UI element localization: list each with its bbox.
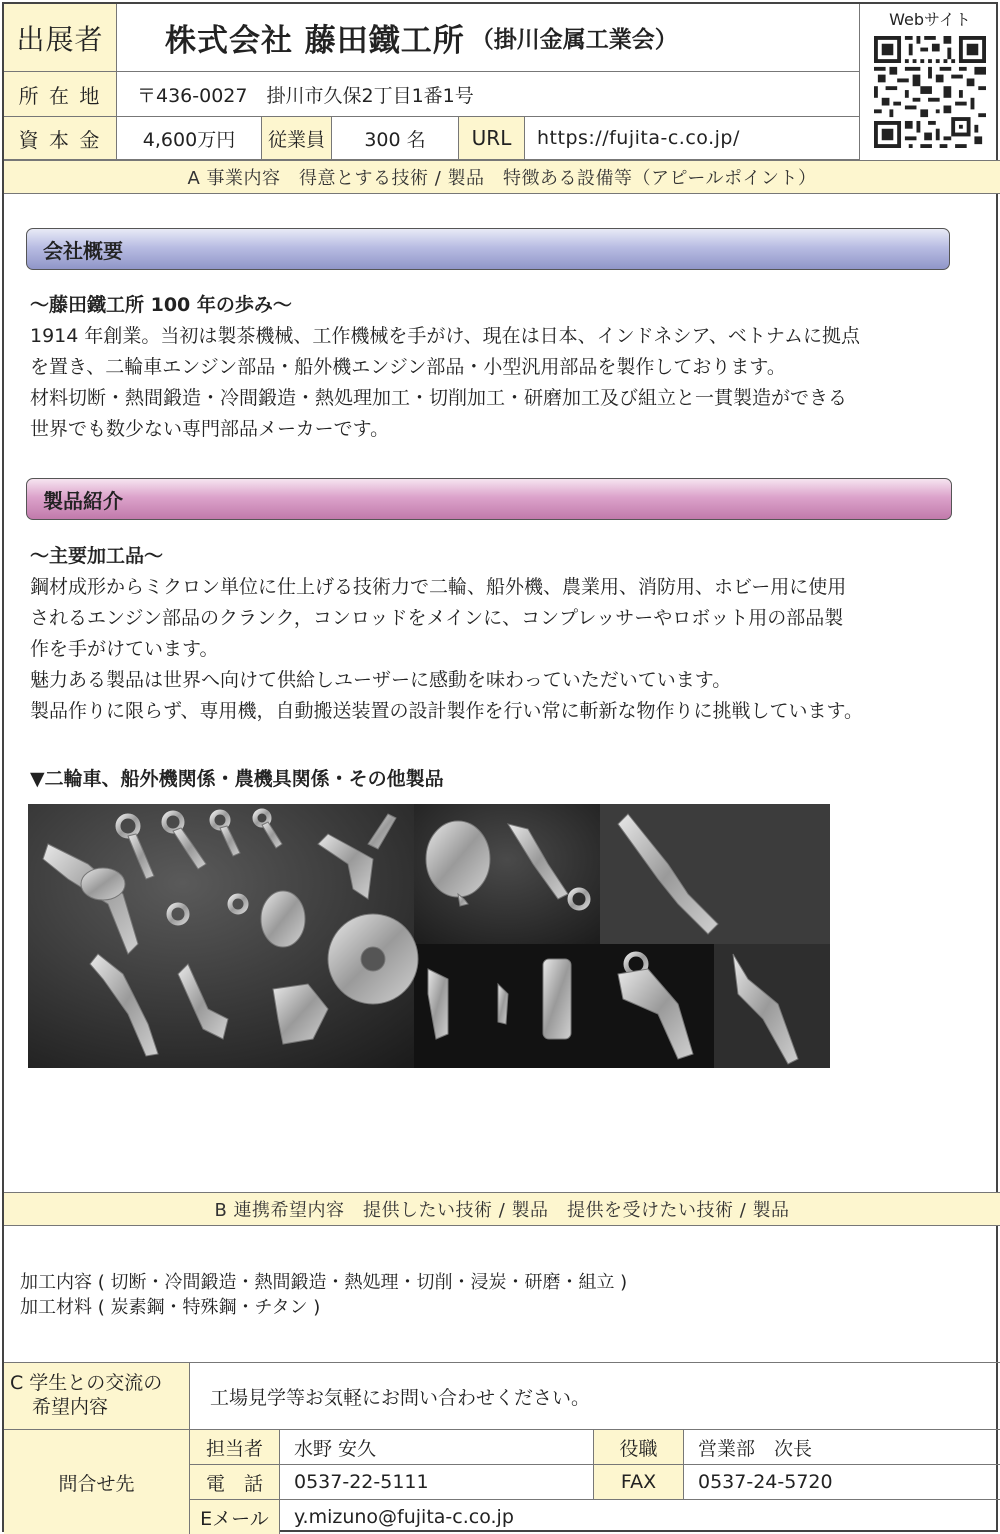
- person-label: 担当者: [190, 1430, 280, 1465]
- fax-value: 0537-24-5720: [684, 1465, 1000, 1500]
- products-line: 鋼材成形からミクロン単位に仕上げる技術力で二輪、船外機、農業用、消防用、ホビー用に使用: [30, 576, 847, 598]
- history-line: 1914 年創業。当初は製茶機械、工作機械を手がけ、現在は日本、インドネシア、ベトナムに拠点: [30, 325, 860, 347]
- role-value: 営業部 次長: [684, 1430, 1000, 1465]
- person-value: 水野 安久: [280, 1430, 594, 1465]
- company-title: [117, 4, 860, 72]
- company-association: （掛川金属工業会）: [470, 27, 678, 53]
- overview-text: [30, 290, 990, 445]
- company-name: 株式会社 藤田鐵工所: [165, 23, 465, 59]
- email-link[interactable]: y.mizuno@fujita-c.co.jp: [294, 1506, 514, 1528]
- email-label: Eメール: [190, 1500, 280, 1534]
- url-label: URL: [459, 117, 525, 160]
- capital-value: 4,600万円: [117, 117, 262, 160]
- section-a-bar: A 事業内容 得意とする技術 / 製品 特徴ある設備等（アピールポイント）: [4, 160, 1000, 194]
- history-line: 世界でも数少ない専門部品メーカーです。: [30, 418, 390, 440]
- employees-value: 300 名: [332, 117, 459, 160]
- exhibitor-sheet: [2, 2, 998, 1532]
- history-line: を置き、二輪車エンジン部品・船外機エンジン部品・小型汎用部品を製作しております。: [30, 356, 786, 378]
- phone-label: 電 話: [190, 1465, 280, 1500]
- capital-label: 資 本 金: [4, 117, 117, 160]
- url-link[interactable]: https://fujita-c.co.jp/: [525, 117, 860, 160]
- student-exchange-label: [4, 1362, 190, 1430]
- phone-value[interactable]: 0537-22-5111: [280, 1465, 594, 1500]
- role-label: 役職: [594, 1430, 684, 1465]
- contact-label: 問合せ先: [4, 1430, 190, 1534]
- section-b-bar: B 連携希望内容 提供したい技術 / 製品 提供を受けたい技術 / 製品: [4, 1192, 1000, 1226]
- product-photo-collage: [28, 804, 830, 1068]
- products-heading: 製品紹介: [26, 478, 952, 520]
- products-line: 製品作りに限らず、専用機，自動搬送装置の設計製作を行い常に斬新な物作りに挑戦しています。: [30, 700, 863, 722]
- fax-label: FAX: [594, 1465, 684, 1500]
- website-qr-block: [860, 4, 1000, 160]
- student-exchange-label-line: 希望内容: [32, 1396, 109, 1418]
- website-label: Webサイト: [889, 10, 971, 29]
- employees-label: 従業員: [262, 117, 332, 160]
- history-subtitle: ～藤田鐵工所 100 年の歩み～: [30, 294, 292, 316]
- photo-caption: ▼二輪車、船外機関係・農機具関係・その他製品: [30, 768, 444, 790]
- products-subtitle: ～主要加工品～: [30, 545, 164, 567]
- qr-code-icon[interactable]: [874, 36, 986, 148]
- products-line: 魅力ある製品は世界へ向けて供給しユーザーに感動を味わっていただいています。: [30, 669, 732, 691]
- products-line: されるエンジン部品のクランク，コンロッドをメインに、コンプレッサーやロボット用の部品製: [30, 607, 844, 629]
- student-exchange-value: 工場見学等お気軽にお問い合わせください。: [190, 1362, 1000, 1430]
- exhibitor-label: 出展者: [4, 4, 117, 72]
- processing-content: 加工内容 ( 切断・冷間鍛造・熱間鍛造・熱処理・切削・浸炭・研磨・組立 ): [20, 1272, 628, 1293]
- address-value: 〒436-0027 掛川市久保2丁目1番1号: [117, 72, 860, 117]
- collaboration-details: [20, 1270, 627, 1320]
- products-line: 作を手がけています。: [30, 638, 219, 660]
- overview-heading: 会社概要: [26, 228, 950, 270]
- history-line: 材料切断・熱間鍛造・冷間鍛造・熱処理加工・切削加工・研磨加工及び組立と一貫製造ができる: [30, 387, 848, 409]
- processing-materials: 加工材料 ( 炭素鋼・特殊鋼・チタン ): [20, 1297, 321, 1318]
- student-exchange-label-line: C 学生との交流の: [10, 1372, 163, 1394]
- address-label: 所 在 地: [4, 72, 117, 117]
- products-text: [30, 541, 990, 727]
